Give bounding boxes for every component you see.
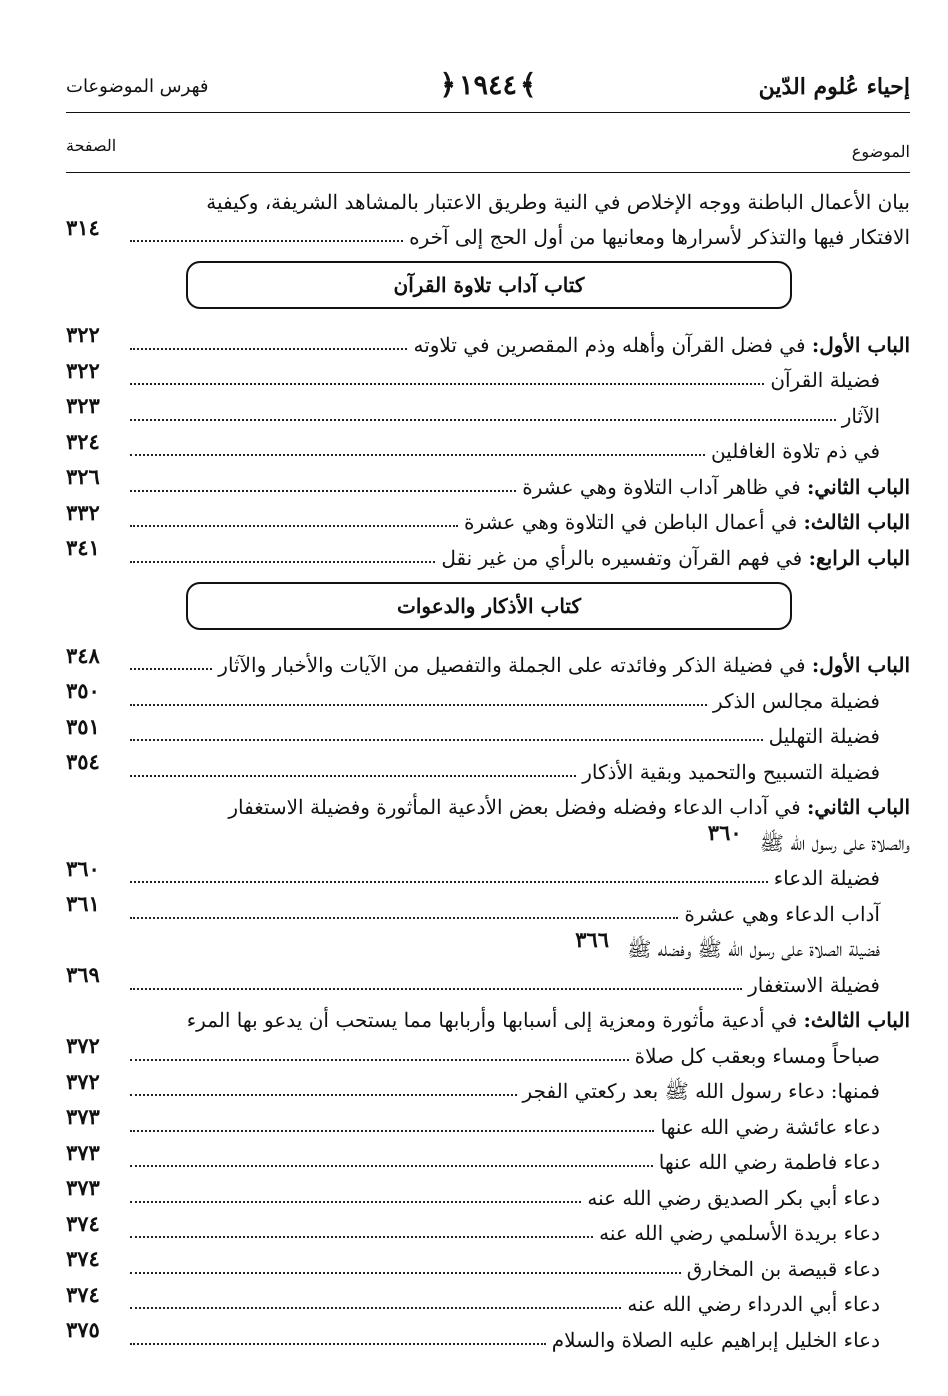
toc-page-number: ٣٦٦ bbox=[575, 926, 610, 952]
book-heading: كتاب الأذكار والدعوات bbox=[186, 582, 792, 630]
toc-entry-text bbox=[687, 1258, 910, 1281]
toc-entry bbox=[66, 214, 910, 250]
toc-page-number: ٣٢٣ bbox=[66, 393, 100, 418]
chapter-label: الباب الثالث: bbox=[803, 1008, 910, 1032]
dot-leader bbox=[130, 1306, 621, 1309]
toc-page-number: ٣٧٣ bbox=[66, 1139, 100, 1165]
toc-page-number: ٣٣٢ bbox=[66, 499, 100, 525]
toc-page-number: ٣٤٨ bbox=[66, 642, 100, 668]
toc-entry-text bbox=[187, 1009, 910, 1032]
toc-entry-text bbox=[582, 761, 910, 784]
toc-title: في ذم تلاوة الغافلين bbox=[710, 439, 880, 463]
dot-leader bbox=[130, 1129, 654, 1132]
toc-subentry bbox=[66, 1245, 910, 1281]
toc-entry-text bbox=[760, 832, 910, 855]
book-heading-block bbox=[66, 570, 910, 642]
toc-title: صباحاً ومساء وبعقب كل صلاة bbox=[634, 1043, 880, 1068]
toc-entry-text bbox=[774, 867, 910, 890]
chapter-label: الباب الأول: bbox=[811, 653, 910, 677]
toc-entry-continued bbox=[66, 784, 910, 820]
toc-entry-text bbox=[842, 405, 910, 428]
toc-title: فضيلة التسبيح والتحميد وبقية الأذكار bbox=[582, 759, 880, 784]
toc-entry-continued bbox=[66, 997, 910, 1033]
ornament-left-icon: ﴿ bbox=[439, 68, 456, 101]
toc-entry-continued bbox=[66, 178, 910, 214]
toc-page-number: ٣٢٦ bbox=[66, 464, 100, 489]
dot-leader bbox=[130, 382, 764, 385]
toc-subentry bbox=[66, 392, 910, 428]
toc-title: في آداب الدعاء وفضله وفضل بعض الأدعية المأثورة وفضيلة الاستغفار bbox=[228, 795, 808, 819]
toc-page-number: ٣٧٣ bbox=[66, 1175, 100, 1200]
dot-leader bbox=[130, 667, 212, 670]
toc-title: دعاء فاطمة رضي الله عنها bbox=[658, 1150, 880, 1174]
dot-leader bbox=[130, 347, 407, 350]
dot-leader bbox=[130, 524, 458, 527]
toc-title: دعاء قبيصة بن المخارق bbox=[686, 1256, 880, 1281]
toc-title: دعاء أبي بكر الصديق رضي الله عنه bbox=[587, 1185, 880, 1210]
header-rule bbox=[66, 112, 910, 113]
toc-entry-text bbox=[587, 1187, 910, 1210]
toc-entry-text bbox=[218, 654, 910, 677]
toc-page-number: ٣٦٠ bbox=[707, 820, 742, 845]
toc-page-number: ٣٧٥ bbox=[66, 1317, 100, 1342]
column-heading-rule bbox=[66, 172, 910, 173]
book-title: إحياء عُلوم الدّين bbox=[758, 74, 910, 100]
toc-page-number: ٣٧٤ bbox=[66, 1210, 100, 1236]
dot-leader bbox=[130, 1093, 517, 1096]
toc-subentry bbox=[66, 961, 910, 997]
toc-page-number: ٣٧٣ bbox=[66, 1104, 100, 1129]
chapter-label: الباب الثاني: bbox=[807, 795, 910, 819]
toc-entry-text bbox=[522, 476, 910, 499]
toc-page-number: ٣٧٤ bbox=[66, 1281, 100, 1307]
toc-subentry bbox=[66, 1068, 910, 1104]
toc-title: الافتكار فيها والتذكر لأسرارها ومعانيها من أول الحج إلى آخره bbox=[409, 225, 910, 249]
toc-title: فمنها: دعاء رسول الله ﷺ بعد ركعتي الفجر bbox=[522, 1079, 880, 1103]
toc-subentry bbox=[66, 890, 910, 926]
toc-entry-text bbox=[684, 903, 910, 926]
dot-leader bbox=[130, 489, 516, 492]
toc-title: دعاء عائشة رضي الله عنها bbox=[660, 1114, 880, 1139]
toc-page-number: ٣٦٠ bbox=[66, 855, 100, 881]
toc-entry-text bbox=[635, 1045, 910, 1068]
toc-title: دعاء بريدة الأسلمي رضي الله عنه bbox=[599, 1221, 880, 1245]
toc-entry-text bbox=[770, 369, 910, 392]
toc-subentry bbox=[66, 1032, 910, 1068]
toc-title: بيان الأعمال الباطنة ووجه الإخلاص في النية وطريق الاعتبار بالمشاهد الشريفة، وكيفية bbox=[206, 189, 910, 214]
toc-title: والصلاة على رسول الله ﷺ bbox=[759, 830, 910, 855]
dot-leader bbox=[130, 453, 705, 456]
toc-subentry bbox=[66, 677, 910, 713]
toc-title: في فضيلة الذكر وفائدته على الجملة والتفصيل من الآيات والأخبار والآثار bbox=[218, 653, 812, 677]
column-headings bbox=[66, 136, 910, 164]
toc-entry bbox=[66, 463, 910, 499]
dot-leader bbox=[130, 1200, 581, 1203]
toc-page-number: ٣٦١ bbox=[66, 891, 100, 916]
toc-title: الآثار bbox=[841, 403, 880, 428]
chapter-label: الباب الثالث: bbox=[803, 510, 910, 534]
toc-entry bbox=[66, 534, 910, 570]
toc-title: فضيلة القرآن bbox=[770, 368, 880, 392]
dot-leader bbox=[130, 418, 836, 421]
dot-leader bbox=[130, 880, 768, 883]
toc-page-number: ٣٤١ bbox=[66, 535, 100, 560]
toc-page-number: ٣٥٠ bbox=[66, 678, 100, 703]
table-of-contents bbox=[66, 178, 910, 1352]
toc-title: دعاء أبي الدرداء رضي الله عنه bbox=[627, 1292, 880, 1316]
toc-subentry bbox=[66, 1210, 910, 1246]
toc-page-number bbox=[135, 997, 187, 999]
toc-entry-text bbox=[627, 938, 910, 961]
toc-title: في فهم القرآن وتفسيره بالرأي من غير نقل bbox=[441, 545, 809, 570]
chapter-label: الباب الثاني: bbox=[807, 474, 910, 499]
dot-leader bbox=[130, 703, 707, 706]
toc-entry-text bbox=[206, 191, 910, 214]
dot-leader bbox=[130, 239, 403, 242]
toc-entry bbox=[66, 499, 910, 535]
toc-page-number: ٣٧٤ bbox=[66, 1246, 100, 1271]
dot-leader bbox=[130, 560, 435, 563]
toc-entry-text bbox=[409, 226, 910, 249]
toc-entry-text bbox=[523, 1080, 910, 1103]
toc-page-number: ٣٢٢ bbox=[66, 322, 100, 347]
toc-title: في أدعية مأثورة ومعزية إلى أسبابها وأربابها مما يستحب أن يدعو بها المرء bbox=[186, 1008, 804, 1032]
dot-leader bbox=[130, 1271, 681, 1274]
toc-entry bbox=[66, 819, 910, 855]
subject-column-heading: الموضوع bbox=[851, 142, 910, 161]
dot-leader bbox=[130, 1164, 653, 1167]
toc-entry-text bbox=[441, 547, 910, 570]
toc-entry-text bbox=[627, 1293, 910, 1316]
dot-leader bbox=[130, 738, 763, 741]
dot-leader bbox=[130, 774, 576, 777]
toc-title: فضيلة الصلاة على رسول الله ﷺ وفضله ﷺ bbox=[627, 937, 880, 961]
toc-title: فضيلة التهليل bbox=[768, 724, 880, 748]
dot-leader bbox=[130, 1058, 629, 1061]
toc-subentry bbox=[66, 1139, 910, 1175]
toc-title: في ظاهر آداب التلاوة وهي عشرة bbox=[522, 474, 808, 499]
toc-page-number: ٣٢٤ bbox=[66, 428, 100, 454]
toc-page-number: ٣٦٩ bbox=[66, 962, 100, 987]
toc-entry-text bbox=[713, 690, 910, 713]
dot-leader bbox=[130, 916, 678, 919]
page-number-ornament bbox=[437, 68, 540, 101]
toc-entry-text bbox=[552, 1329, 910, 1352]
toc-subentry bbox=[66, 428, 910, 464]
toc-title: فضيلة الدعاء bbox=[773, 866, 880, 890]
toc-title: فضيلة مجالس الذكر bbox=[712, 688, 880, 713]
toc-page-number: ٣٥٤ bbox=[66, 749, 100, 774]
dot-leader bbox=[130, 1342, 546, 1345]
chapter-label: الباب الأول: bbox=[811, 332, 910, 357]
book-heading-block bbox=[66, 249, 910, 321]
toc-entry-text bbox=[769, 725, 910, 748]
toc-entry-text bbox=[660, 1116, 910, 1139]
ornament-right-icon: ﴾ bbox=[520, 68, 537, 101]
toc-subentry bbox=[66, 1103, 910, 1139]
toc-subentry bbox=[66, 1174, 910, 1210]
toc-entry-text bbox=[228, 796, 910, 819]
toc-title: في أعمال الباطن في التلاوة وهي عشرة bbox=[464, 510, 804, 534]
running-header bbox=[66, 68, 910, 106]
toc-entry-text bbox=[464, 511, 910, 534]
toc-page-number bbox=[176, 784, 228, 786]
toc-title: آداب الدعاء وهي عشرة bbox=[684, 901, 880, 926]
toc-entry-text bbox=[413, 334, 910, 357]
toc-entry bbox=[66, 642, 910, 678]
toc-title: دعاء الخليل إبراهيم عليه الصلاة والسلام bbox=[551, 1327, 880, 1352]
toc-entry-text bbox=[599, 1222, 910, 1245]
toc-entry-text bbox=[659, 1151, 910, 1174]
toc-subentry bbox=[66, 1316, 910, 1352]
section-title: فهرس الموضوعات bbox=[66, 76, 209, 97]
toc-subentry bbox=[66, 357, 910, 393]
toc-subentry bbox=[66, 1281, 910, 1317]
toc-page-number: ٣٧٢ bbox=[66, 1033, 100, 1058]
toc-page-number: ٣٥١ bbox=[66, 713, 100, 739]
toc-subentry bbox=[66, 855, 910, 891]
toc-entry bbox=[66, 321, 910, 357]
toc-title: في فضل القرآن وأهله وذم المقصرين في تلاوته bbox=[413, 332, 812, 357]
toc-subentry bbox=[66, 926, 910, 962]
dot-leader bbox=[130, 987, 742, 990]
book-heading: كتاب آداب تلاوة القرآن bbox=[186, 261, 792, 309]
page-column-heading: الصفحة bbox=[66, 136, 117, 155]
toc-subentry bbox=[66, 713, 910, 749]
toc-entry-text bbox=[748, 974, 910, 997]
page-number: ١٩٤٤ bbox=[458, 70, 518, 101]
toc-page-number: ٣٧٢ bbox=[66, 1068, 100, 1094]
dot-leader bbox=[130, 1235, 593, 1238]
toc-page-number: ٣٢٢ bbox=[66, 357, 100, 383]
toc-entry-text bbox=[711, 440, 910, 463]
toc-subentry bbox=[66, 748, 910, 784]
toc-title: فضيلة الاستغفار bbox=[748, 972, 880, 997]
chapter-label: الباب الرابع: bbox=[808, 545, 910, 570]
toc-page-number bbox=[154, 178, 206, 180]
toc-page-number: ٣١٤ bbox=[66, 214, 100, 240]
